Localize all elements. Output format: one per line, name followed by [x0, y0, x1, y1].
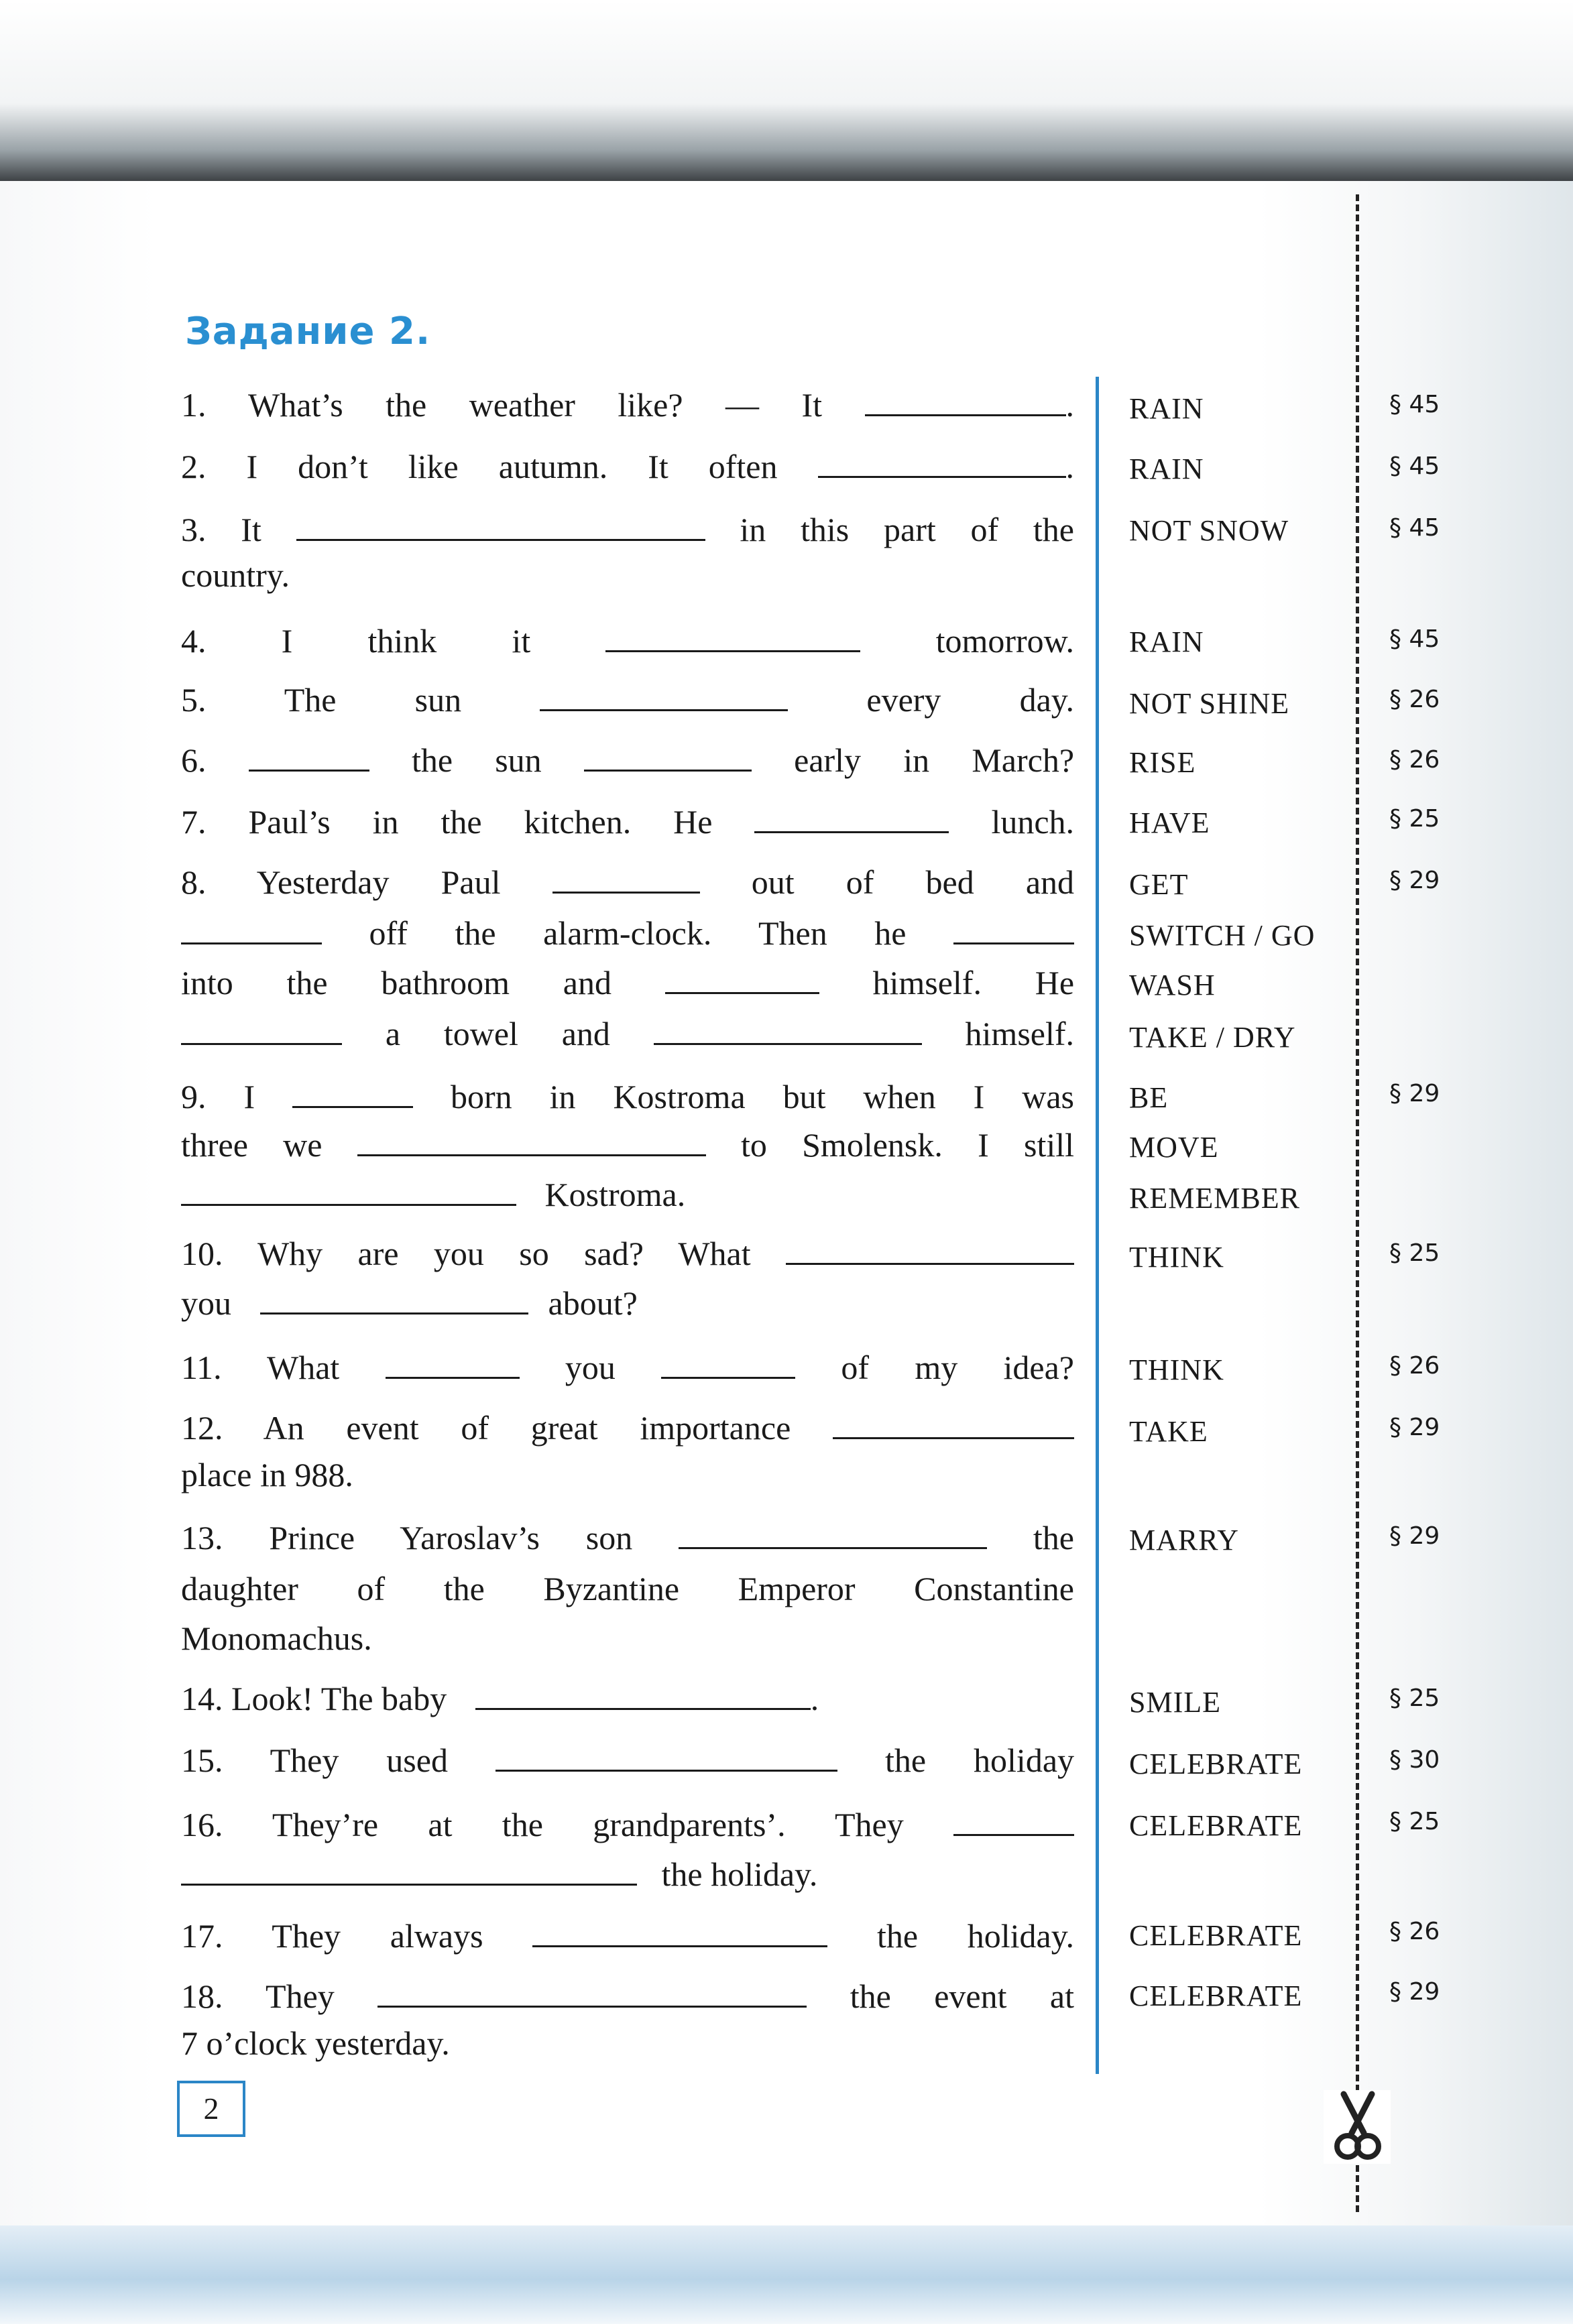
question-1: 1. What’s the weather like? — It .	[181, 386, 1074, 424]
answer-blank[interactable]	[665, 963, 819, 994]
question-16: 16. They’re at the grandparents’. They	[181, 1800, 1074, 1849]
answer-blank[interactable]	[584, 740, 752, 772]
question-8-line-3: into the bathroom and himself. He	[181, 964, 1075, 1001]
question-13-line-3: Monomachus.	[181, 1619, 372, 1657]
grammar-ref-5: § 26	[1389, 686, 1440, 713]
page-number: 2	[177, 2081, 245, 2137]
question-text: 1. What’s the weather like? — It	[181, 386, 823, 424]
answer-blank[interactable]	[818, 446, 1066, 478]
column-divider	[1096, 377, 1099, 2074]
grammar-ref-12: § 29	[1389, 1414, 1440, 1441]
scan-top-edge	[0, 0, 1573, 188]
answer-blank[interactable]	[953, 1805, 1074, 1836]
answer-blank[interactable]	[605, 621, 860, 652]
question-9-line-2: three we to Smolensk. I still	[181, 1126, 1075, 1164]
answer-blank[interactable]	[532, 1916, 827, 1947]
grammar-ref-15: § 30	[1389, 1746, 1440, 1774]
question-4: 4. I think it tomorrow.	[181, 622, 1075, 660]
scan-bottom-edge	[0, 2225, 1573, 2324]
cut-line	[1356, 194, 1359, 2212]
verb-18: CELEBRATE	[1129, 1979, 1303, 2012]
question-2: 2. I don’t like autumn. It often .	[181, 448, 1074, 485]
answer-blank[interactable]	[357, 1125, 706, 1156]
grammar-ref-7: § 25	[1389, 805, 1440, 833]
scissors-icon	[1324, 2090, 1391, 2164]
answer-blank[interactable]	[786, 1233, 1074, 1265]
verb-1: RAIN	[1129, 392, 1204, 425]
answer-blank[interactable]	[754, 802, 949, 833]
question-7: 7. Paul’s in the kitchen. He lunch.	[181, 803, 1075, 841]
verb-10: THINK	[1129, 1241, 1224, 1274]
exercise-title: Задание 2.	[185, 310, 431, 353]
answer-blank[interactable]	[865, 385, 1066, 416]
answer-blank[interactable]	[475, 1678, 811, 1710]
answer-blank[interactable]	[181, 1174, 516, 1206]
answer-blank[interactable]	[181, 1014, 342, 1045]
verb-7: HAVE	[1129, 806, 1210, 839]
question-15: 15. They used the holiday	[181, 1741, 1075, 1779]
question-6: 6. the sun early in March?	[181, 741, 1075, 779]
question-18: 18. They the event at	[181, 1977, 1075, 2015]
verb-8d: TAKE / DRY	[1129, 1021, 1296, 1054]
question-13-line-2: daughter of the Byzantine Emperor Constantine	[181, 1570, 1074, 1607]
question-10-line-2: you about?	[181, 1284, 638, 1322]
grammar-ref-3: § 45	[1389, 514, 1440, 542]
grammar-ref-10: § 25	[1389, 1239, 1440, 1267]
verb-13: MARRY	[1129, 1524, 1239, 1556]
question-12: 12. An event of great importance	[181, 1404, 1074, 1452]
verb-6: RISE	[1129, 746, 1196, 779]
answer-blank[interactable]	[181, 913, 322, 944]
answer-blank[interactable]	[552, 862, 700, 894]
verb-17: CELEBRATE	[1129, 1919, 1303, 1952]
question-9: 9. I born in Kostroma but when I was	[181, 1078, 1075, 1115]
question-13: 13. Prince Yaroslav’s son the	[181, 1519, 1074, 1556]
grammar-ref-14: § 25	[1389, 1685, 1440, 1712]
verb-12: TAKE	[1129, 1415, 1208, 1448]
question-16-line-2: the holiday.	[181, 1850, 1074, 1898]
question-12-line-2: place in 988.	[181, 1456, 353, 1493]
verb-8a: GET	[1129, 868, 1189, 901]
verb-4: RAIN	[1129, 625, 1204, 658]
question-11: 11. What you of my idea?	[181, 1349, 1074, 1386]
answer-blank[interactable]	[654, 1014, 922, 1045]
question-3: 3. It in this part of the	[181, 511, 1074, 548]
verb-9b: MOVE	[1129, 1131, 1219, 1164]
question-3-cont: country.	[181, 556, 290, 594]
grammar-ref-9: § 29	[1389, 1080, 1440, 1107]
grammar-ref-8: § 29	[1389, 867, 1440, 894]
verb-11: THINK	[1129, 1353, 1224, 1386]
grammar-ref-16: § 25	[1389, 1808, 1440, 1835]
grammar-ref-1: § 45	[1389, 391, 1440, 418]
question-10: 10. Why are you so sad? What	[181, 1229, 1074, 1278]
answer-blank[interactable]	[540, 680, 788, 711]
question-8-line-2: off the alarm-clock. Then he	[181, 909, 1074, 957]
answer-blank[interactable]	[496, 1740, 837, 1772]
question-18-line-2: 7 o’clock yesterday.	[181, 2024, 450, 2062]
grammar-ref-2: § 45	[1389, 452, 1440, 480]
answer-blank[interactable]	[260, 1283, 528, 1314]
verb-3: NOT SNOW	[1129, 514, 1289, 547]
verb-14: SMILE	[1129, 1686, 1221, 1719]
answer-blank[interactable]	[661, 1347, 795, 1379]
grammar-ref-17: § 26	[1389, 1918, 1440, 1945]
answer-blank[interactable]	[377, 1976, 807, 2008]
verb-9c: REMEMBER	[1129, 1182, 1300, 1215]
verb-2: RAIN	[1129, 452, 1204, 485]
grammar-ref-18: § 29	[1389, 1978, 1440, 2006]
question-8: 8. Yesterday Paul out of bed and	[181, 863, 1075, 901]
verb-8b: SWITCH / GO	[1129, 919, 1316, 952]
answer-blank[interactable]	[181, 1854, 637, 1886]
question-17: 17. They always the holiday.	[181, 1917, 1074, 1955]
grammar-ref-6: § 26	[1389, 746, 1440, 774]
answer-blank[interactable]	[249, 740, 369, 772]
grammar-ref-11: § 26	[1389, 1352, 1440, 1380]
verb-5: NOT SHINE	[1129, 687, 1290, 720]
answer-blank[interactable]	[679, 1518, 987, 1549]
answer-blank[interactable]	[386, 1347, 520, 1379]
answer-blank[interactable]	[292, 1077, 413, 1108]
answer-blank[interactable]	[953, 913, 1074, 944]
grammar-ref-13: § 29	[1389, 1522, 1440, 1550]
question-8-line-4: a towel and himself.	[181, 1010, 1074, 1058]
verb-8c: WASH	[1129, 969, 1216, 1001]
verb-16: CELEBRATE	[1129, 1809, 1303, 1842]
answer-blank[interactable]	[833, 1408, 1074, 1439]
question-14: 14. Look! The baby .	[181, 1680, 819, 1717]
verb-15: CELEBRATE	[1129, 1748, 1303, 1780]
verb-9a: BE	[1129, 1081, 1169, 1114]
question-text: 2. I don’t like autumn. It often	[181, 448, 778, 485]
question-9-line-3: Kostroma.	[181, 1170, 1074, 1219]
answer-blank[interactable]	[296, 509, 705, 541]
question-5: 5. The sun every day.	[181, 681, 1075, 719]
grammar-ref-4: § 45	[1389, 625, 1440, 653]
